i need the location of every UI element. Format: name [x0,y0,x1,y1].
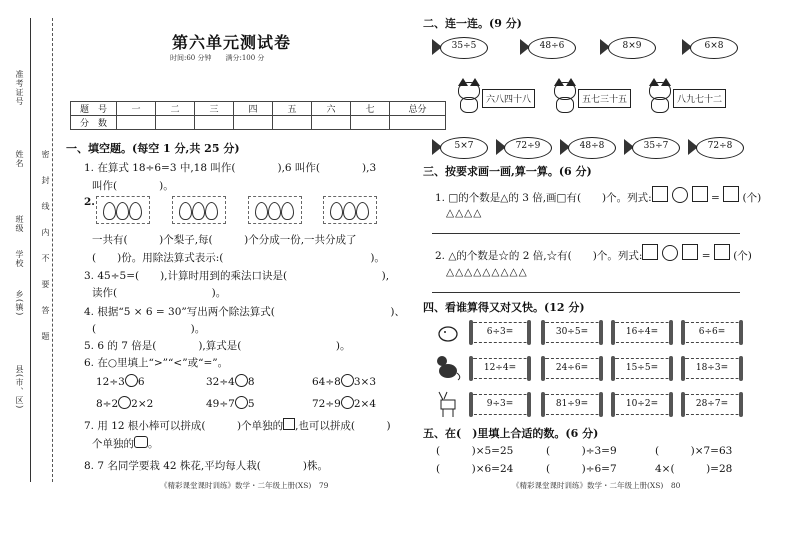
exam-number-label: 准考证号 [15,70,24,106]
answer-box[interactable] [682,244,698,260]
fill-item[interactable]: ( )÷6=7 [546,463,617,475]
fill-item[interactable]: ( )÷3=9 [546,445,617,457]
binding-line-inner [52,18,53,482]
cat-icon [550,78,578,112]
answer-box[interactable] [692,186,708,202]
pig-icon [437,322,459,344]
section-3-heading: 三、按要求画一画,算一算。(6 分) [423,165,592,178]
q2-line2: ( )份。用除法算式表示:( )。 [92,252,385,264]
table-cell: 一 [117,102,156,116]
q8-line: 8. 7 名同学要栽 42 株花,平均每人栽( )株。 [84,460,328,472]
compare-item: 64÷8 3×3 [312,376,377,388]
q3-line2: 读作( )。 [92,287,227,299]
q2-number: 2. [84,196,95,208]
table-cell: 四 [234,102,273,116]
score-input-1[interactable] [117,116,156,130]
table-cell: 二 [156,102,195,116]
time-and-score: 时间:60 分钟 满分:100 分 [170,54,265,62]
drawing-line [432,292,740,293]
compare-circle[interactable] [118,396,131,409]
mouse-icon [432,355,462,381]
right-footer: 《精彩课堂课时训练》数学・二年级上册(XS) 80 [512,481,681,490]
table-cell: 题 号 [71,102,117,116]
cat-icon [645,78,673,112]
binding-line-outer [30,18,31,482]
q3-line1: 3. 45÷5=( ),计算时用到的乘法口诀是( ), [84,270,390,282]
s3-q1: 1. □的个数是△的 3 倍,画□有( )个。列式: = (个) [435,186,761,205]
compare-circle[interactable] [341,396,354,409]
school-label: 学校 [15,250,24,268]
table-cell: 五 [273,102,312,116]
cat-label[interactable]: 六八四十八 [482,89,535,108]
calc-card[interactable]: 12÷4= [472,358,528,379]
compare-circle[interactable] [235,396,248,409]
calc-card[interactable]: 10÷2= [614,394,670,415]
compare-circle[interactable] [235,374,248,387]
compare-circle[interactable] [341,374,354,387]
section-4-heading: 四、看谁算得又对又快。(12 分) [423,301,585,314]
calc-card[interactable]: 15÷5= [614,358,670,379]
pear-group-4 [323,196,377,224]
compare-item: 72÷9 2×4 [312,398,377,410]
fill-item[interactable]: ( )×5=25 [436,445,514,457]
q1-line2: 叫作( )。 [92,180,174,192]
calc-card[interactable]: 6÷3= [472,322,528,343]
square-shape-icon [283,418,295,430]
score-table [70,101,446,130]
answer-box[interactable] [642,244,658,260]
calc-card[interactable]: 30÷5= [544,322,600,343]
fill-item[interactable]: 4×( )=28 [655,463,733,475]
calc-card[interactable]: 18÷3= [684,358,740,379]
compare-circle[interactable] [125,374,138,387]
cat-label[interactable]: 五七三十五 [578,89,631,108]
operator-circle[interactable] [662,245,678,261]
table-cell: 总分 [390,102,446,116]
compare-item: 49÷7 5 [206,398,255,410]
q2-line1: 一共有( )个梨子,每( )个分成一份,一共分成了 [92,234,357,246]
class-label: 班级 [15,215,24,233]
section-2-heading: 二、连一连。(9 分) [423,17,522,30]
table-cell: 六 [312,102,351,116]
table-cell: 七 [351,102,390,116]
calc-card[interactable]: 9÷3= [472,394,528,415]
calc-card[interactable]: 16÷4= [614,322,670,343]
q1-line1: 1. 在算式 18÷6=3 中,18 叫作( ),6 叫作( ),3 [84,162,377,174]
operator-circle[interactable] [672,187,688,203]
s3-q2: 2. △的个数是☆的 2 倍,☆有( )个。列式: = (个) [435,244,752,263]
section-1-heading: 一、填空题。(每空 1 分,共 25 分) [66,142,240,155]
name-label: 姓名 [15,150,24,168]
calc-card[interactable]: 6÷6= [684,322,740,343]
triangle-row-2: △△△△△△△△△ [446,266,528,278]
calc-card[interactable]: 24÷6= [544,358,600,379]
fish-card[interactable]: 72÷9 [496,135,556,159]
calc-card[interactable]: 81÷9= [544,394,600,415]
table-cell: 分 数 [71,116,117,130]
section-5-heading: 五、在( )里填上合适的数。(6 分) [423,427,599,440]
compare-item: 32÷4 8 [206,376,255,388]
fill-item[interactable]: ( )×6=24 [436,463,514,475]
triangle-row-1: △△△△ [446,207,483,219]
fish-card[interactable]: 35÷7 [624,135,684,159]
pear-group-1 [96,196,150,224]
pear-group-2 [172,196,226,224]
fish-card[interactable]: 72÷8 [688,135,748,159]
pear-group-3 [248,196,302,224]
fish-card[interactable]: 48÷8 [560,135,620,159]
score-input-total[interactable] [390,116,446,130]
score-input-3[interactable] [195,116,234,130]
q4-line1: 4. 根据“5 × 6 = 30”写出两个除法算式( )、 [84,306,405,318]
fish-card[interactable]: 48÷6 [520,35,580,59]
town-label: 乡(镇) [15,290,24,317]
seal-line-text: 密封线内不要答题 [41,150,50,358]
q7-line2: 个单独的 。 [92,438,159,450]
answer-box[interactable] [714,244,730,260]
score-input-4[interactable] [234,116,273,130]
fish-card[interactable]: 35÷5 [432,35,492,59]
left-footer: 《精彩课堂课时训练》数学・二年级上册(XS) 79 [160,481,329,490]
answer-box[interactable] [723,186,739,202]
compare-item: 8÷2 2×2 [96,398,154,410]
cat-icon [454,78,482,112]
compare-item: 12÷3 6 [96,376,145,388]
q5-line: 5. 6 的 7 倍是( ),算式是( )。 [84,340,351,352]
score-input-2[interactable] [156,116,195,130]
answer-box[interactable] [652,186,668,202]
fish-card[interactable]: 5×7 [432,135,492,159]
table-cell: 三 [195,102,234,116]
q4-line2: ( )。 [92,323,206,335]
drawing-line [432,233,740,234]
score-input-6[interactable] [312,116,351,130]
district-label: 县(市、区) [15,365,24,410]
score-input-7[interactable] [351,116,390,130]
hexagon-shape-icon [134,436,148,448]
score-input-5[interactable] [273,116,312,130]
page-title: 第六单元测试卷 [172,33,292,52]
q7-line1: 7. 用 12 根小棒可以拼成( )个单独的 ,也可以拼成( ) [84,420,391,432]
deer-icon [435,390,461,418]
fish-card[interactable]: 8×9 [600,35,660,59]
fish-card[interactable]: 6×8 [682,35,742,59]
cat-label[interactable]: 八九七十二 [673,89,726,108]
q6-line: 6. 在○里填上“>”“<”或“=”。 [84,357,229,369]
fill-item[interactable]: ( )×7=63 [655,445,733,457]
calc-card[interactable]: 28÷7= [684,394,740,415]
